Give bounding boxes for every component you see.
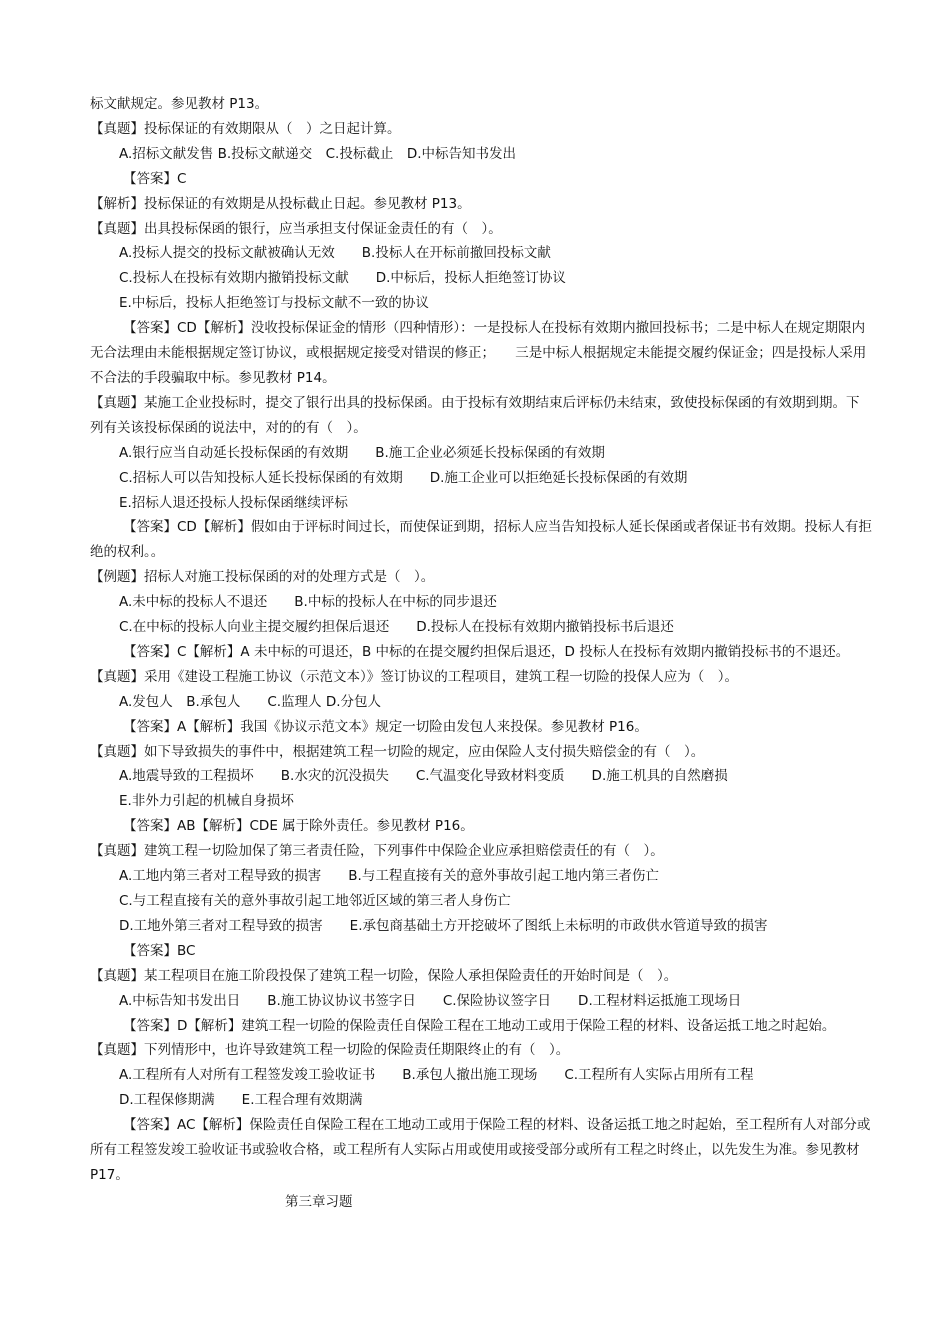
text-line: 【真题】投标保证的有效期限从（ ）之日起计算。 xyxy=(90,120,401,137)
text-line: A.工程所有人对所有工程签发竣工验收证书 B.承包人撤出施工现场 C.工程所有人实际占用所有工程 xyxy=(119,1067,754,1084)
text-line: A.发包人 B.承包人 C.监理人 D.分包人 xyxy=(119,693,382,710)
text-line: 标文献规定。参见教材 P13。 xyxy=(90,96,269,112)
text-line: A.工地内第三者对工程导致的损害 B.与工程直接有关的意外事故引起工地内第三者伤亡 xyxy=(119,868,659,885)
text-line: E.非外力引起的机械自身损坏 xyxy=(119,793,294,810)
text-line: 【真题】某施工企业投标时，提交了银行出具的投标保函。由于投标有效期结束后评标仍未结束，致使投标保函的有效期到期。下列有关该投标保函的说法中，对的的有（ ）。 xyxy=(90,394,860,436)
text-line: 【答案】AB【解析】CDE 属于除外责任。参见教材 P16。 xyxy=(123,818,474,835)
text-line: C.与工程直接有关的意外事故引起工地邻近区域的第三者人身伤亡 xyxy=(119,893,511,909)
text-line: 【答案】BC xyxy=(123,942,196,959)
text-line: 【解析】投标保证的有效期是从投标截止日起。参见教材 P13。 xyxy=(90,195,471,212)
text-line: C.招标人可以告知投标人延长投标保函的有效期 D.施工企业可以拒绝延长投标保函的有效期 xyxy=(119,469,688,486)
text-line: A.地震导致的工程损坏 B.水灾的沉没损失 C.气温变化导致材料变质 D.施工机具的自然磨损 xyxy=(119,768,728,785)
text-line: 【例题】招标人对施工投标保函的对的处理方式是（ ）。 xyxy=(90,569,435,586)
text-line: 【答案】AC【解析】保险责任自保险工程在工地动工或用于保险工程的材料、设备运抵工地之时起始，至工程所有人对部分或所有工程签发竣工验收证书或验收合格，或工程所有人实际占用或使用或接受部分或所有工程之时终止，以先发生为准。参见教材 P17。 xyxy=(90,1117,871,1183)
text-line: 【答案】CD【解析】假如由于评标时间过长，而使保证到期，招标人应当告知投标人延长保函或者保证书有效期。投标人有拒绝的权利。。 xyxy=(90,519,872,561)
text-line: 【真题】如下导致损失的事件中，根据建筑工程一切险的规定，应由保险人支付损失赔偿金的有（ ）。 xyxy=(90,743,705,760)
text-line: 【答案】CD【解析】没收投标保证金的情形（四种情形）：一是投标人在投标有效期内撤回投标书；二是中标人在规定期限内无合法理由未能根据规定签订协议，或根据规定接受对错误的修正； 三是中标人根据规定未能提交履约保证金；四是投标人采用不合法的手段骗取中标。参见教材 P14。 xyxy=(90,320,867,386)
text-line: A.未中标的投标人不退还 B.中标的投标人在中标的同步退还 xyxy=(119,594,497,611)
text-line: A.投标人提交的投标文献被确认无效 B.投标人在开标前撤回投标文献 xyxy=(119,245,551,262)
text-line: A.招标文献发售 B.投标文献递交 C.投标截止 D.中标告知书发出 xyxy=(119,145,517,162)
text-line: C.投标人在投标有效期内撤销投标文献 D.中标后，投标人拒绝签订协议 xyxy=(119,270,566,287)
text-line: D.工程保修期满 E.工程合理有效期满 xyxy=(119,1092,363,1109)
text-line: 【答案】C【解析】A 未中标的可退还，B 中标的在提交履约担保后退还，D 投标人在投标有效期内撤销投标书的不退还。 xyxy=(123,643,850,660)
text-line: E.招标人退还投标人投标保函继续评标 xyxy=(119,494,348,511)
text-line: 【真题】建筑工程一切险加保了第三者责任险，下列事件中保险企业应承担赔偿责任的有（ ）。 xyxy=(90,843,664,860)
text-line: 【答案】D【解析】建筑工程一切险的保险责任自保险工程在工地动工或用于保险工程的材料、设备运抵工地之时起始。 xyxy=(123,1017,836,1034)
chapter-heading: 第三章习题 xyxy=(285,1193,353,1210)
text-line: 【答案】A【解析】我国《协议示范文本》规定一切险由发包人来投保。参见教材 P16。 xyxy=(123,718,648,735)
text-line: 【真题】出具投标保函的银行，应当承担支付保证金责任的有（ ）。 xyxy=(90,220,502,237)
text-line: E.中标后，投标人拒绝签订与投标文献不一致的协议 xyxy=(119,295,429,312)
text-line: 【答案】C xyxy=(123,170,187,187)
document-page xyxy=(90,92,872,1215)
text-line: A.银行应当自动延长投标保函的有效期 B.施工企业必须延长投标保函的有效期 xyxy=(119,444,605,461)
text-line: A.中标告知书发出日 B.施工协议协议书签字日 C.保险协议签字日 D.工程材料运抵施工现场日 xyxy=(119,992,742,1009)
text-line: C.在中标的投标人向业主提交履约担保后退还 D.投标人在投标有效期内撤销投标书后退还 xyxy=(119,619,674,636)
text-line: 【真题】采用《建设工程施工协议（示范文本）》签订协议的工程项目，建筑工程一切险的投保人应为（ ）。 xyxy=(90,668,738,685)
text-line: D.工地外第三者对工程导致的损害 E.承包商基础土方开挖破坏了图纸上未标明的市政供水管道导致的损害 xyxy=(119,917,768,934)
text-line: 【真题】某工程项目在施工阶段投保了建筑工程一切险，保险人承担保险责任的开始时间是（ ）。 xyxy=(90,967,678,984)
text-line: 【真题】下列情形中，也许导致建筑工程一切险的保险责任期限终止的有（ ）。 xyxy=(90,1042,570,1059)
